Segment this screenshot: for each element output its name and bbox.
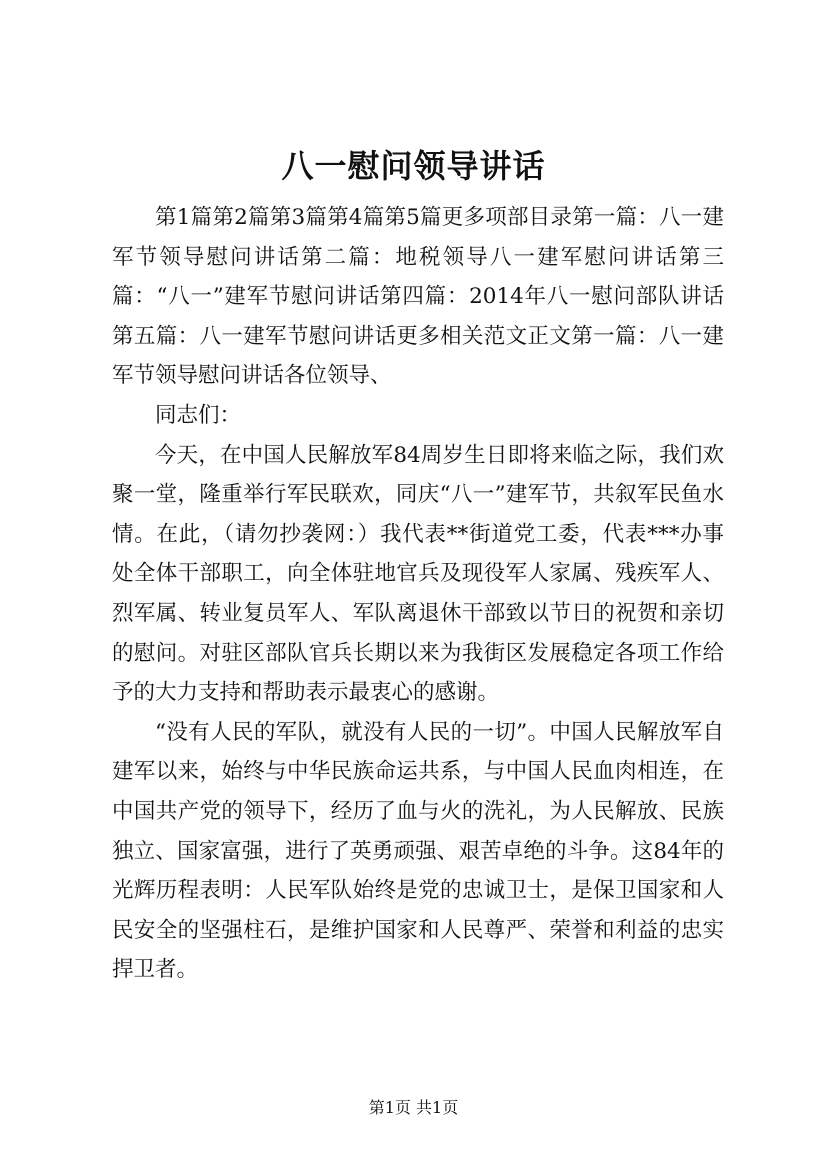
document-title: 八一慰问领导讲话 xyxy=(281,147,546,185)
page-footer: 第1页 共1页 xyxy=(368,1098,459,1117)
paragraph-salutation: 同志们： xyxy=(155,402,242,428)
document-body xyxy=(112,198,724,990)
paragraph-history: “没有人民的军队，就没有人民的一切”。中国人民解放军自建军以来，始终与中华民族命运共系，与中国人民血肉相连，在中国共产党的领导下，经历了血与火的洗礼，为人民解放、民族独立、国家富强，进行了英勇顽强、艰苦卓绝的斗争。这84年的光辉历程表明：人民军队始终是党的忠诚卫士，是保卫国家和人民安全的坚强柱石，是维护国家和人民尊严、荣誉和利益的忠实捍卫者。 xyxy=(112,719,724,983)
paragraph-toc: 第1篇第2篇第3篇第4篇第5篇更多项部目录第一篇：八一建军节领导慰问讲话第二篇：地税领导八一建军慰问讲话第三篇：“八一”建军节慰问讲话第四篇：2014年八一慰问部队讲话第五篇：八一建军节慰问讲话更多相关范文正文第一篇：八一建军节领导慰问讲话各位领导、 xyxy=(112,205,724,389)
paragraph-greeting: 今天，在中国人民解放军84周岁生日即将来临之际，我们欢聚一堂，隆重举行军民联欢，同庆“八一”建军节，共叙军民鱼水情。在此，（请勿抄袭网：）我代表**街道党工委，代表***办事处全体干部职工，向全体驻地官兵及现役军人家属、残疾军人、烈军属、转业复员军人、军队离退休干部致以节日的祝贺和亲切的慰问。对驻区部队官兵长期以来为我街区发展稳定各项工作给予的大力支持和帮助表示最衷心的感谢。 xyxy=(112,442,724,706)
